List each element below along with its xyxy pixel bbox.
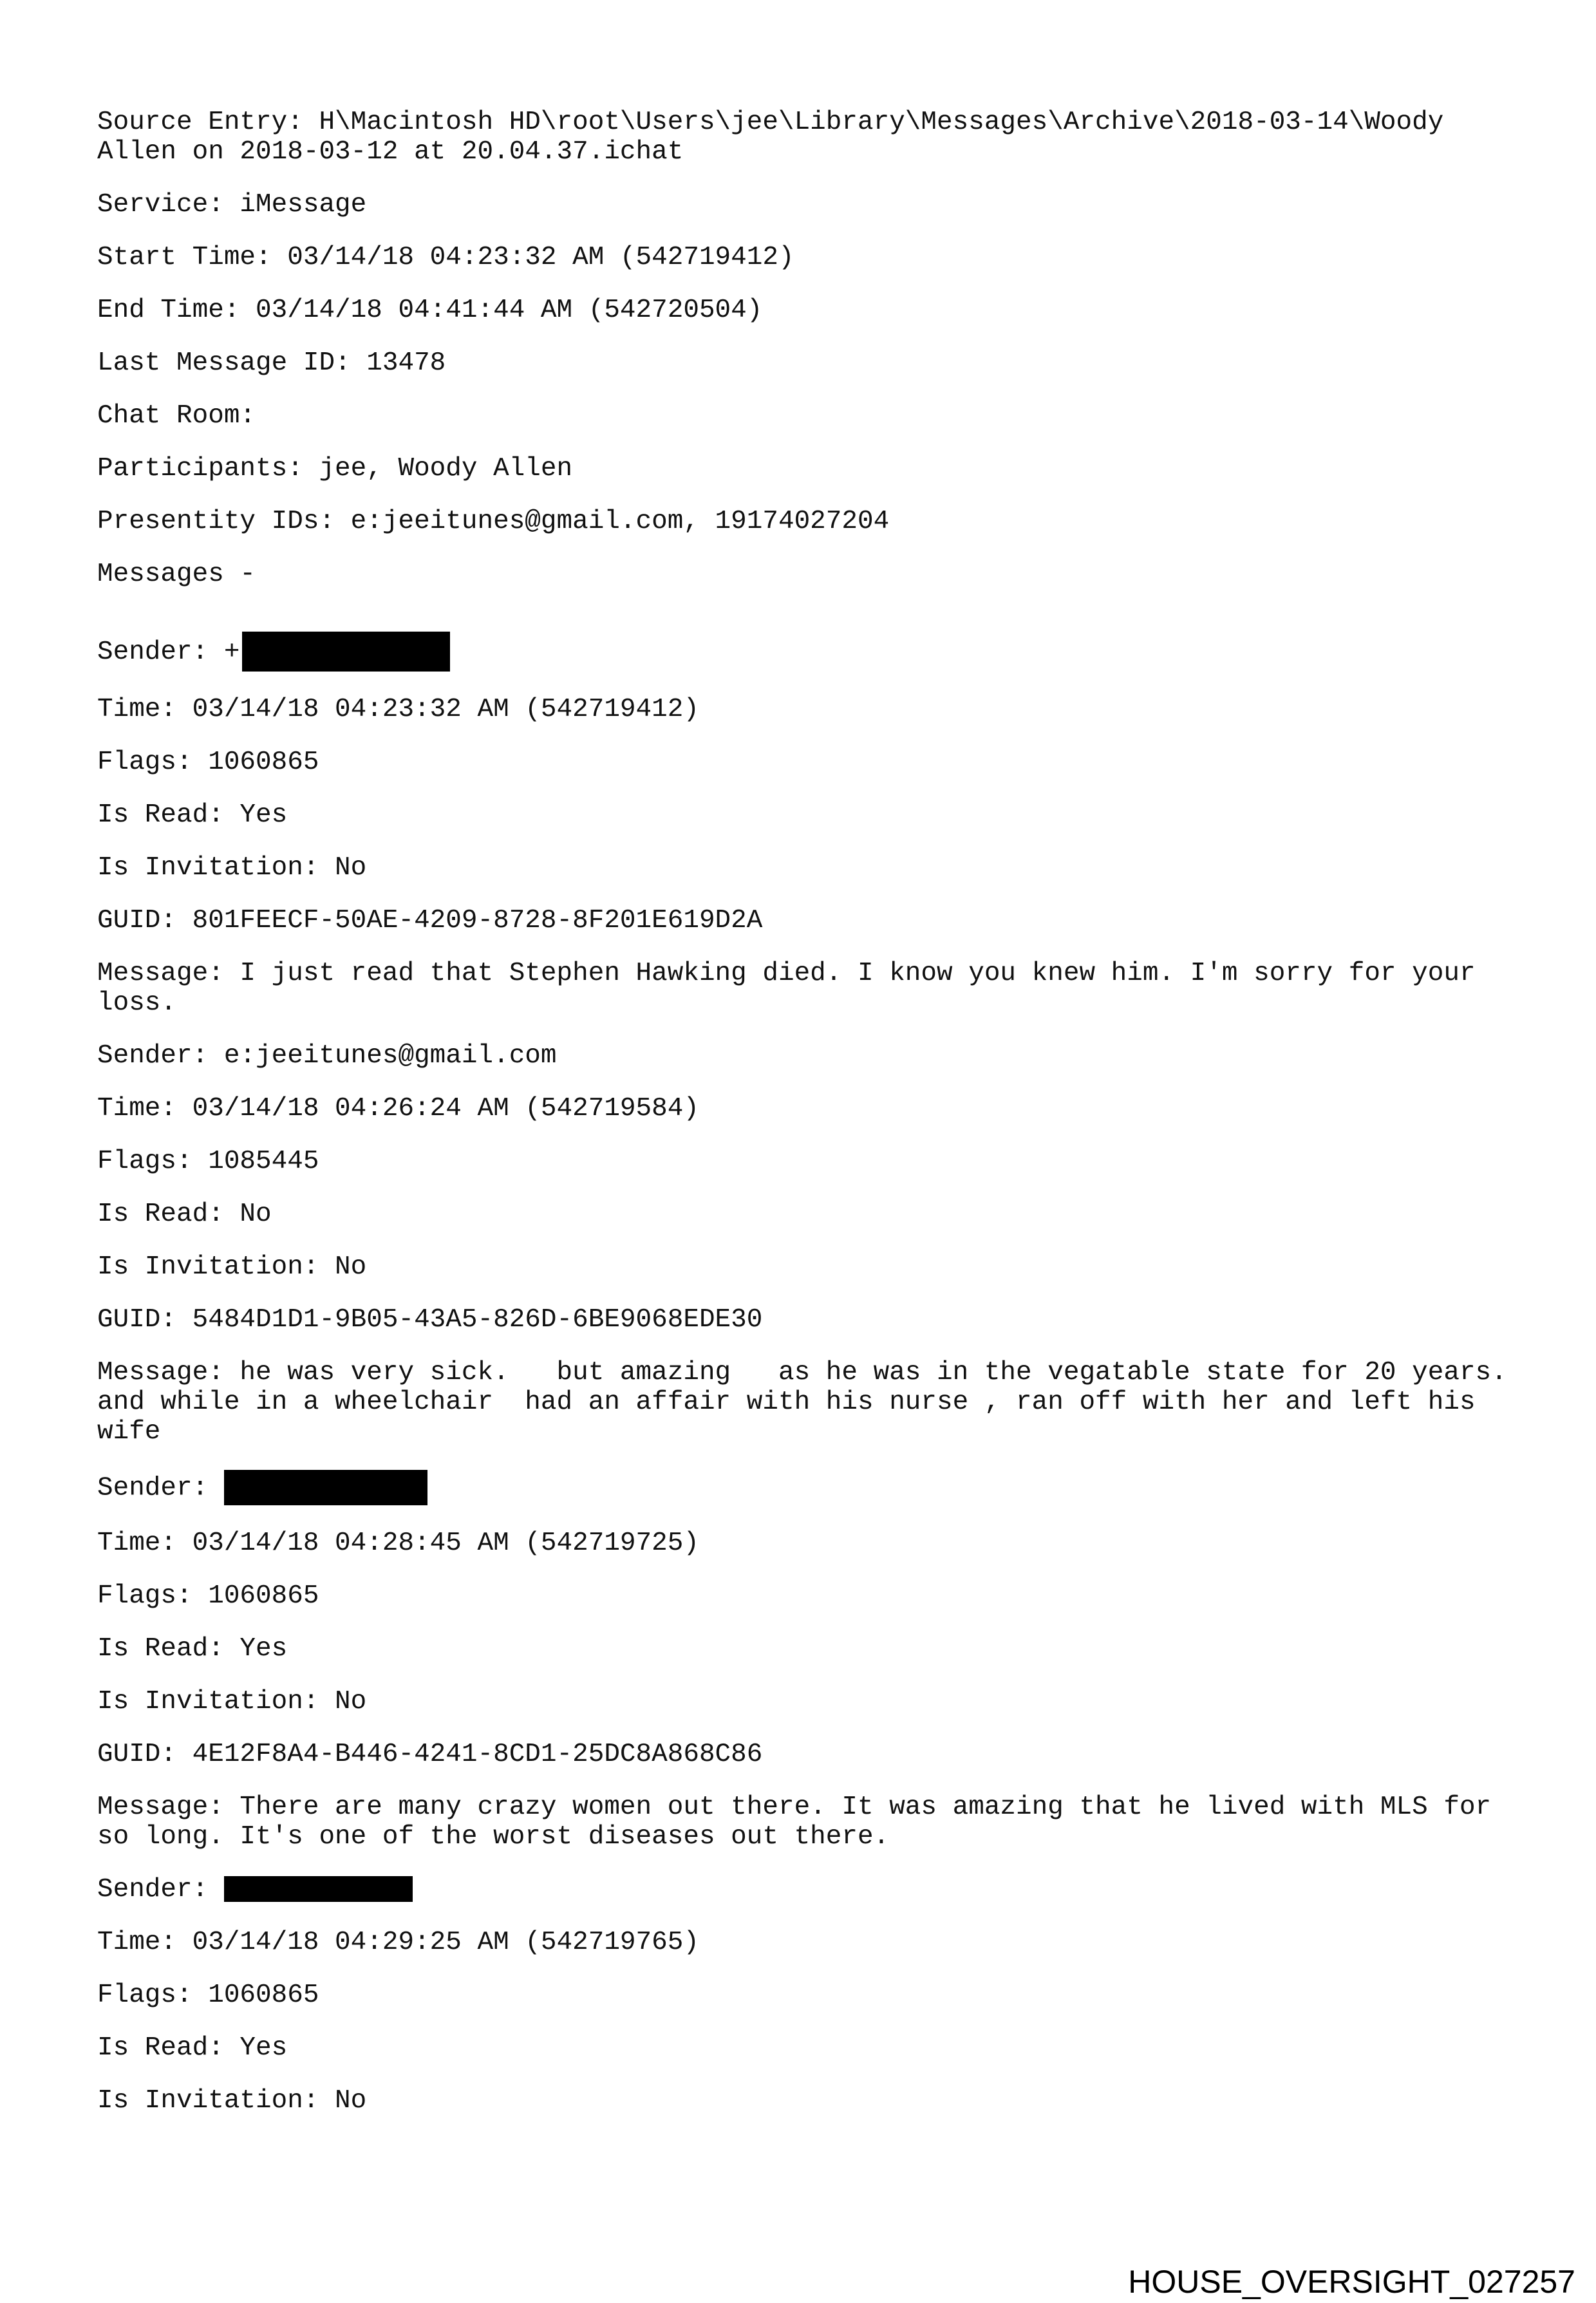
is-invitation: Is Invitation: No xyxy=(97,1687,367,1716)
is-read: Is Read: No xyxy=(97,1199,272,1229)
chat-export-document xyxy=(97,108,1555,2139)
redaction-box xyxy=(242,632,450,672)
time: Time: 03/14/18 04:26:24 AM (542719584) xyxy=(97,1094,699,1123)
message-text: Message: There are many crazy women out there. It was amazing that he lived with MLS for so long. It's one of the worst diseases out there. xyxy=(97,1792,1507,1852)
service: Service: iMessage xyxy=(97,190,367,220)
sender-label: Sender: xyxy=(97,1875,224,1904)
is-read: Is Read: Yes xyxy=(97,2033,288,2063)
bates-number: HOUSE_OVERSIGHT_027257 xyxy=(1128,2264,1575,2300)
message-text: Message: he was very sick. but amazing as he was in the vegatable state for 20 years. and while in a wheelchair had an affair with his nurse , ran off with her and left his wife xyxy=(97,1358,1555,1447)
message-entry xyxy=(97,1470,1514,1852)
start-time: Start Time: 03/14/18 04:23:32 AM (542719412) xyxy=(97,243,794,272)
last-message-id: Last Message ID: 13478 xyxy=(97,348,446,378)
sender-label: Sender: xyxy=(97,637,224,667)
end-time: End Time: 03/14/18 04:41:44 AM (542720504) xyxy=(97,296,763,325)
source-entry: Source Entry: H\Macintosh HD\root\Users\jee\Library\Messages\Archive\2018-03-14\Woody Allen on 2018-03-12 at 20.04.37.ichat xyxy=(97,108,1460,167)
guid: GUID: 801FEECF-50AE-4209-8728-8F201E619D2A xyxy=(97,906,763,935)
is-read: Is Read: Yes xyxy=(97,1634,288,1664)
sender: Sender: e:jeeitunes@gmail.com xyxy=(97,1041,557,1071)
presentity-ids: Presentity IDs: e:jeeitunes@gmail.com, 19174027204 xyxy=(97,507,890,536)
time: Time: 03/14/18 04:28:45 AM (542719725) xyxy=(97,1528,699,1558)
participants: Participants: jee, Woody Allen xyxy=(97,454,573,484)
redaction-box xyxy=(224,1470,427,1505)
flags: Flags: 1060865 xyxy=(97,1980,319,2010)
flags: Flags: 1085445 xyxy=(97,1147,319,1176)
sender xyxy=(97,1875,1514,1904)
is-invitation: Is Invitation: No xyxy=(97,1252,367,1282)
sender xyxy=(97,632,1514,672)
time: Time: 03/14/18 04:29:25 AM (542719765) xyxy=(97,1928,699,1957)
message-entry xyxy=(97,632,1514,1018)
sender-label: Sender: xyxy=(97,1473,224,1503)
flags: Flags: 1060865 xyxy=(97,747,319,777)
message-entry xyxy=(97,1041,1555,1447)
is-read: Is Read: Yes xyxy=(97,800,288,830)
time: Time: 03/14/18 04:23:32 AM (542719412) xyxy=(97,695,699,724)
flags: Flags: 1060865 xyxy=(97,1581,319,1611)
guid: GUID: 5484D1D1-9B05-43A5-826D-6BE9068EDE30 xyxy=(97,1305,763,1335)
chat-room: Chat Room: xyxy=(97,401,256,431)
is-invitation: Is Invitation: No xyxy=(97,2086,367,2116)
guid: GUID: 4E12F8A4-B446-4241-8CD1-25DC8A868C86 xyxy=(97,1740,763,1769)
message-text: Message: I just read that Stephen Hawking died. I know you knew him. I'm sorry for your loss. xyxy=(97,959,1492,1018)
messages-label: Messages - xyxy=(97,559,256,589)
message-entry xyxy=(97,1875,1514,2116)
is-invitation: Is Invitation: No xyxy=(97,853,367,883)
redaction-box xyxy=(224,1876,413,1902)
sender-prefix: + xyxy=(223,637,240,667)
sender xyxy=(97,1470,1514,1505)
